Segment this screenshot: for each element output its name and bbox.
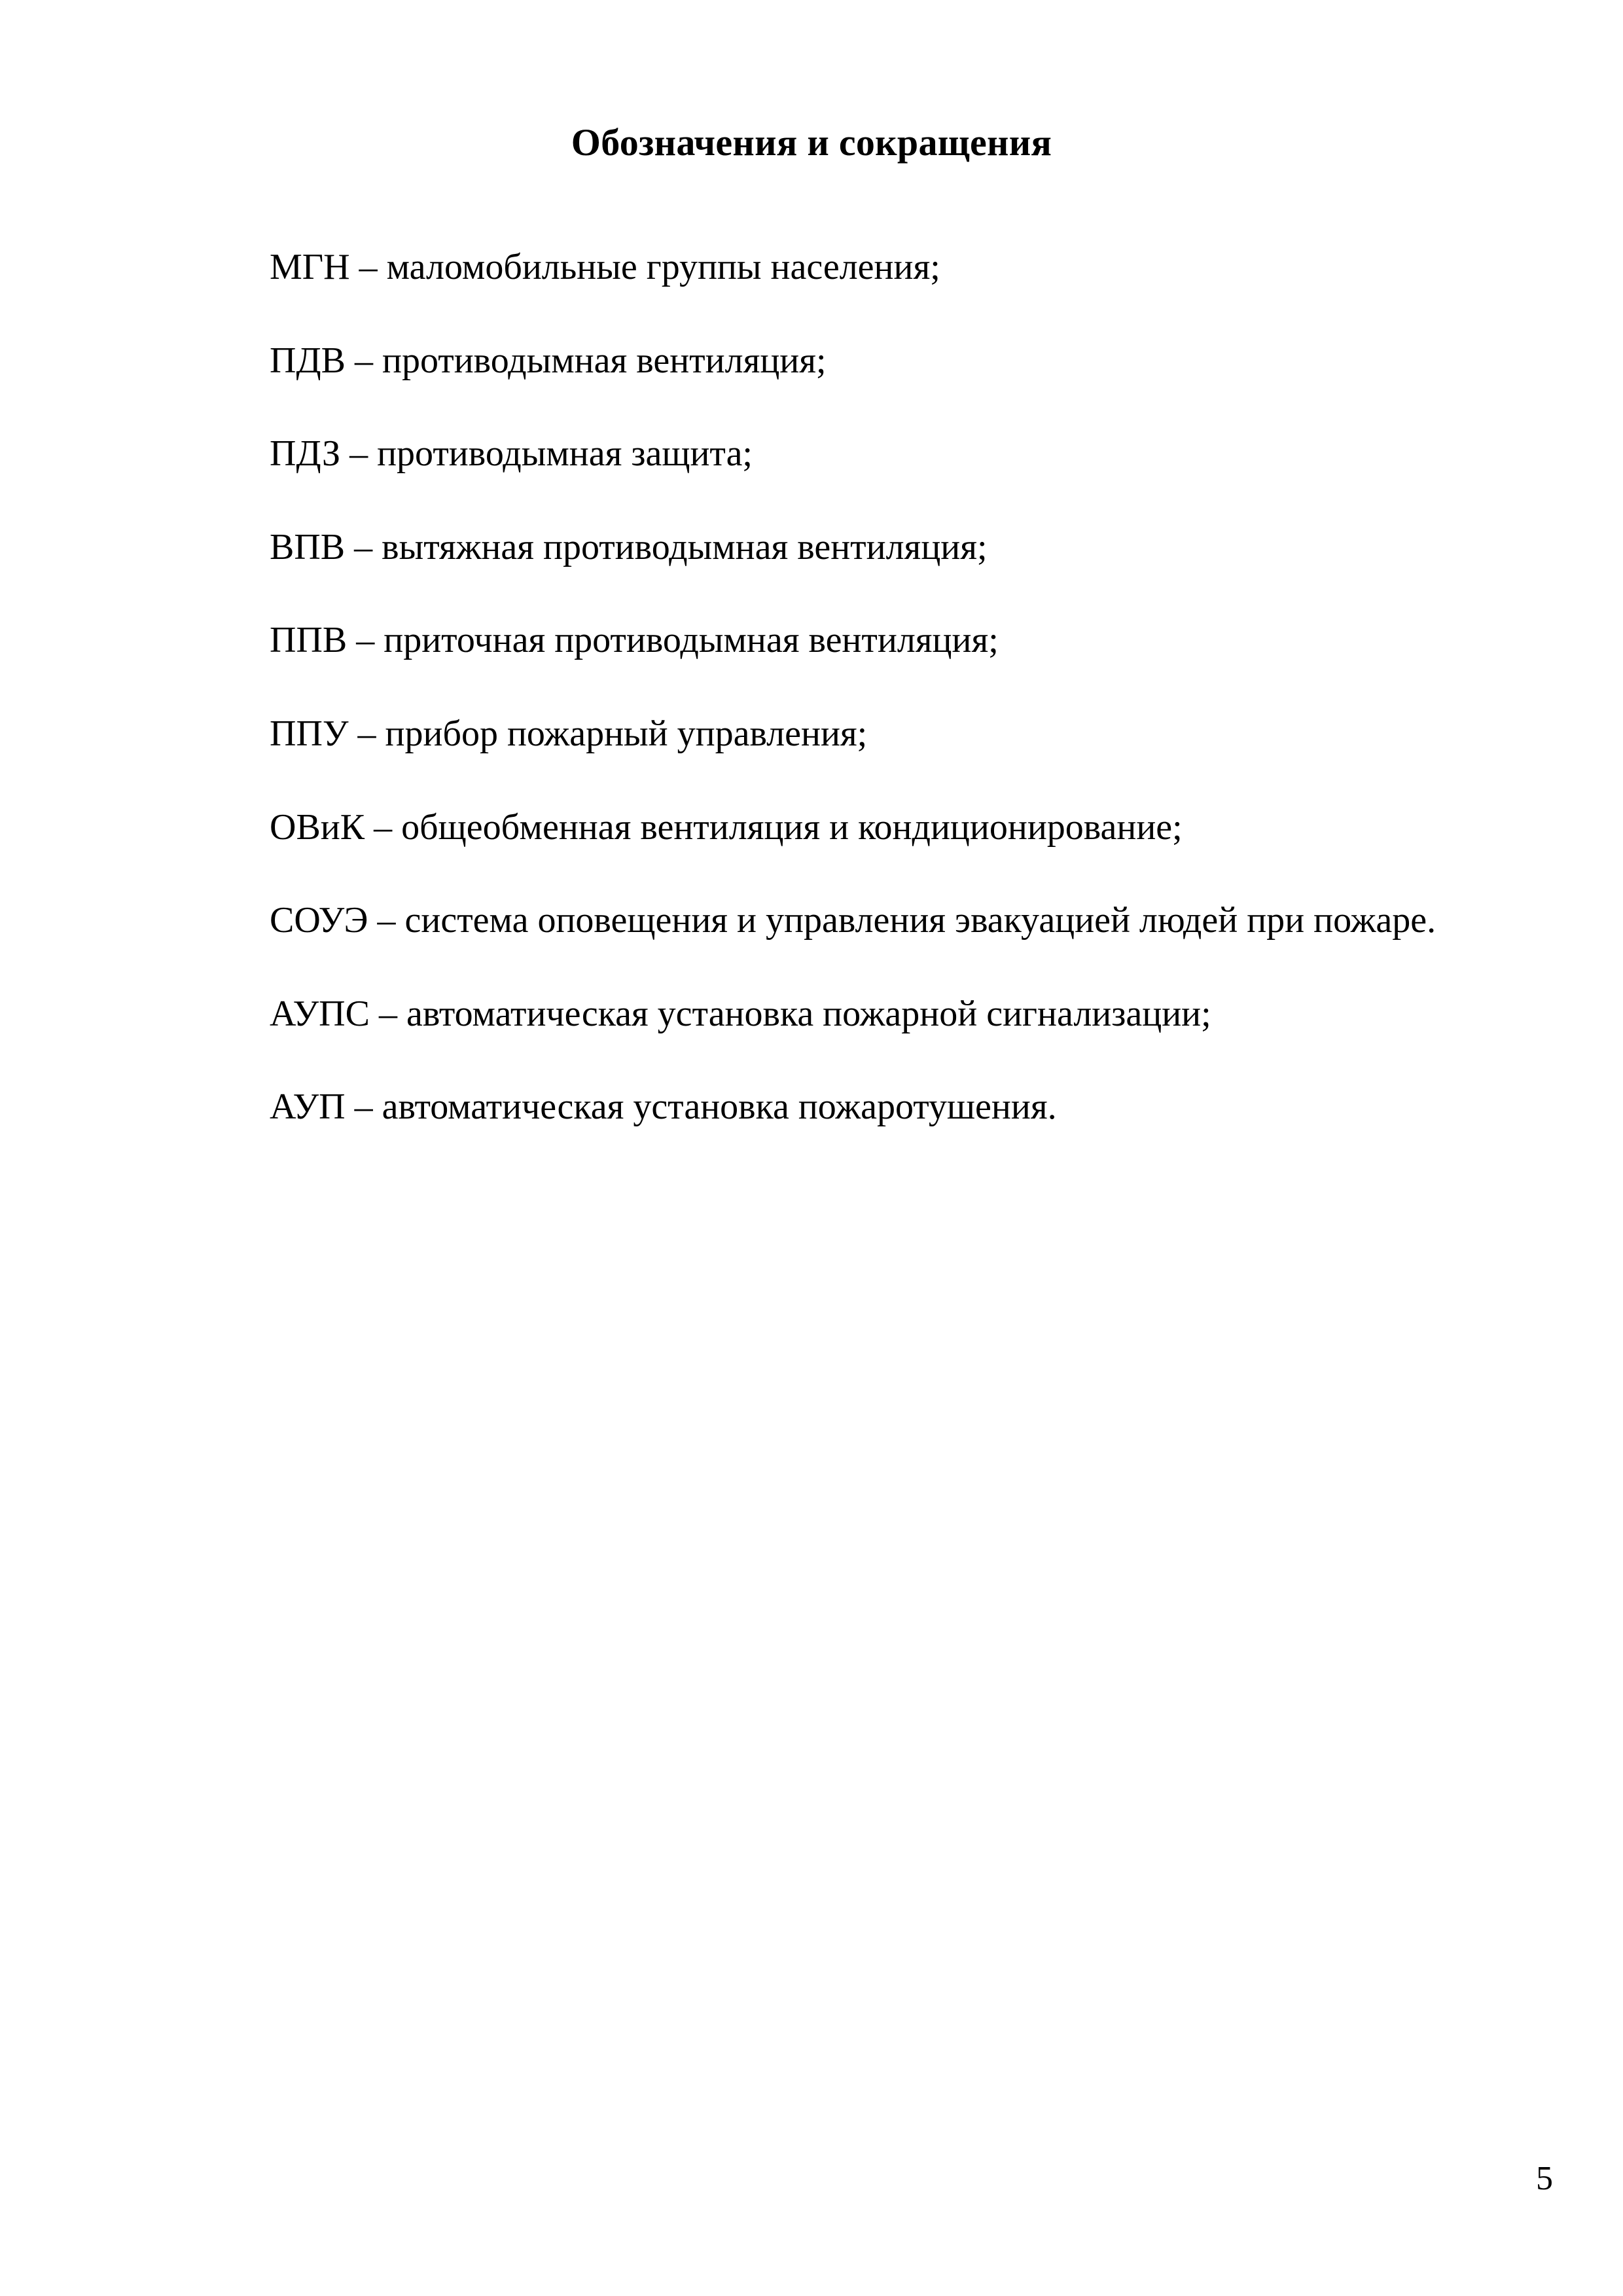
abbreviation-item: АУП – автоматическая установка пожаротушения.: [270, 1086, 1057, 1128]
abbreviation-list: [270, 243, 1513, 1177]
abbreviation-item: АУПС – автоматическая установка пожарной сигнализации;: [270, 993, 1211, 1034]
page-number: 5: [1536, 2160, 1553, 2197]
abbreviation-item: МГН – маломобильные группы населения;: [270, 247, 940, 287]
abbreviation-item: ВПВ – вытяжная противодымная вентиляция;: [270, 526, 988, 567]
abbreviation-item: ОВиК – общеобменная вентиляция и кондиционирование;: [270, 806, 1183, 848]
abbreviation-item: ППУ – прибор пожарный управления;: [270, 713, 868, 754]
abbreviation-item: СОУЭ – система оповещения и управления эвакуацией людей при пожаре.: [270, 900, 1436, 941]
abbreviation-item: ПДВ – противодымная вентиляция;: [270, 340, 827, 381]
abbreviation-item: ПДЗ – противодымная защита;: [270, 433, 753, 475]
abbreviation-item: ППВ – приточная противодымная вентиляция;: [270, 620, 999, 661]
page-title: Обозначения и сокращения: [571, 121, 1052, 164]
